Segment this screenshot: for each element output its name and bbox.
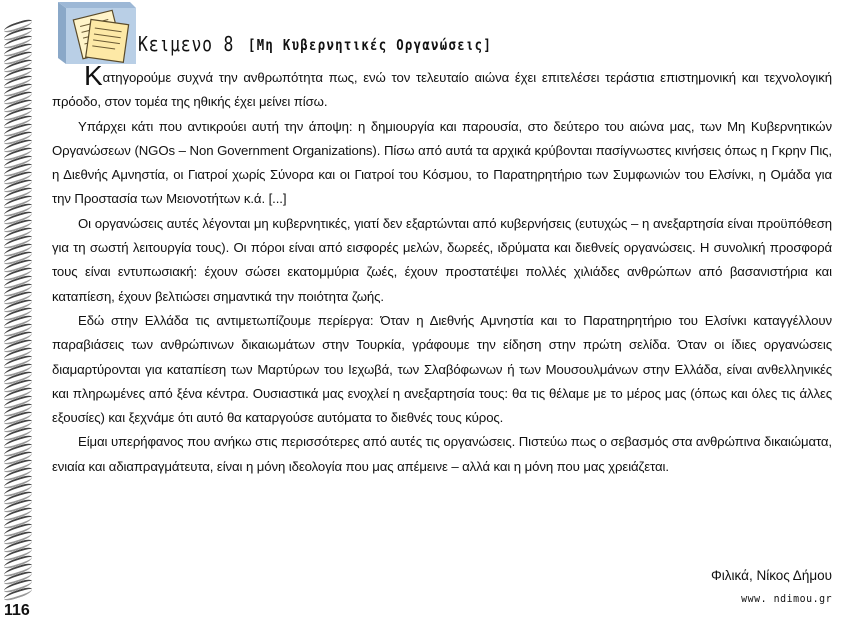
header (58, 2, 838, 64)
paragraph-1 (52, 60, 832, 115)
paragraph-2: Υπάρχει κάτι που αντικρούει αυτή την άποψη: η δημιουργία και παρουσία, στο δεύτερο του αιώνα μας, των Μη Κυβερνητικών Οργανώσεων (NGOs – Non Government Organizations). Πίσω από αυτά τα αρχικά κρύβονται πασίγνωστες κινήσεις όπως η Γκρην Πις, η Διεθνής Αμνηστία, οι Γιατροί χωρίς Σύνορα και οι Γιατροί του Κόσμου, το Παρατηρητήριο των Συμφωνιών του Ελσίνκι, η Ομάδα για την Προστασία των Μειονοτήτων κ.ά. [...] (52, 118, 832, 207)
spiral-coil (4, 590, 34, 596)
paragraph-5: Είμαι υπερήφανος που ανήκω στις περισσότερες από αυτές τις οργανώσεις. Πιστεύω πως ο σεβασμός στα ανθρώπινα δικαιώματα, ενιαία και αδιαπραγμάτευτα, είναι η μόνη ιδεολογία που μας απέμεινε – αλλά και η μόνη που μας χρειάζεται. (52, 434, 832, 474)
section-subtitle: [Μη Κυβερνητικές Οργανώσεις] (248, 36, 493, 54)
section-title: Κειμενο 8 (138, 32, 235, 56)
paragraph-text: ατηγορούμε συχνά την ανθρωπότητα πως, ενώ τον τελευταίο αιώνα έχει επιτελέσει τεράστια επιστημονική και τεχνολογική πρόοδο, στον τομέα της ηθικής έχει μείνει πίσω. (52, 70, 832, 110)
website-link[interactable]: www. ndimou.gr (740, 592, 832, 605)
page-number: 116 (4, 602, 30, 619)
signature: Φιλικά, Νίκος Δήμου (711, 568, 832, 583)
drop-cap: Κ (84, 60, 103, 91)
spiral-binding (0, 22, 34, 602)
paragraph-3: Οι οργανώσεις αυτές λέγονται μη κυβερνητικές, γιατί δεν εξαρτώνται από κυβερνήσεις (ευτυχώς – η ανεξαρτησία είναι προϋπόθεση για τη σωστή λειτουργία τους). Οι πόροι είναι από εισφορές μελών, δωρεές, ιδρύματα και διεθνείς οργανώσεις. Η συνολική προσφορά τους είναι εντυπωσιακή: έχουν σώσει εκατομμύρια ζωές, έχουν προστατέψει πολλές χιλιάδες ανθρώπων από βασανιστήρια και καταπίεση, έχουν βελτιώσει σημαντικά την ποιότητα ζωής. (52, 215, 832, 304)
paragraph-4: Εδώ στην Ελλάδα τις αντιμετωπίζουμε περίεργα: Όταν η Διεθνής Αμνηστία και το Παρατηρητήριο του Ελσίνκι καταγγέλλουν παραβιάσεις των ανθρώπινων δικαιωμάτων στην Τουρκία, γράφουμε την είδηση στην πρώτη σελίδα. Όταν οι ίδιες οργανώσεις διαμαρτύρονται για καταπίεση των Μαρτύρων του Ιεχωβά, των Σλαβόφωνων ή των Μουσουλμάνων στην Ελλάδα, είναι ανθελληνικές και πληρωμένες από ξένα κέντρα. Ουσιαστικά μας ενοχλεί η ανεξαρτησία τους: θα τις θέλαμε με το μέρος μας (όπως και όλες τις άλλες εξουσίες) και ξεχνάμε ότι αυτό θα καταργούσε αυτόματα το διεθνές τους κύρος. (52, 312, 832, 426)
article-body (52, 60, 832, 479)
notes-icon (58, 2, 138, 64)
